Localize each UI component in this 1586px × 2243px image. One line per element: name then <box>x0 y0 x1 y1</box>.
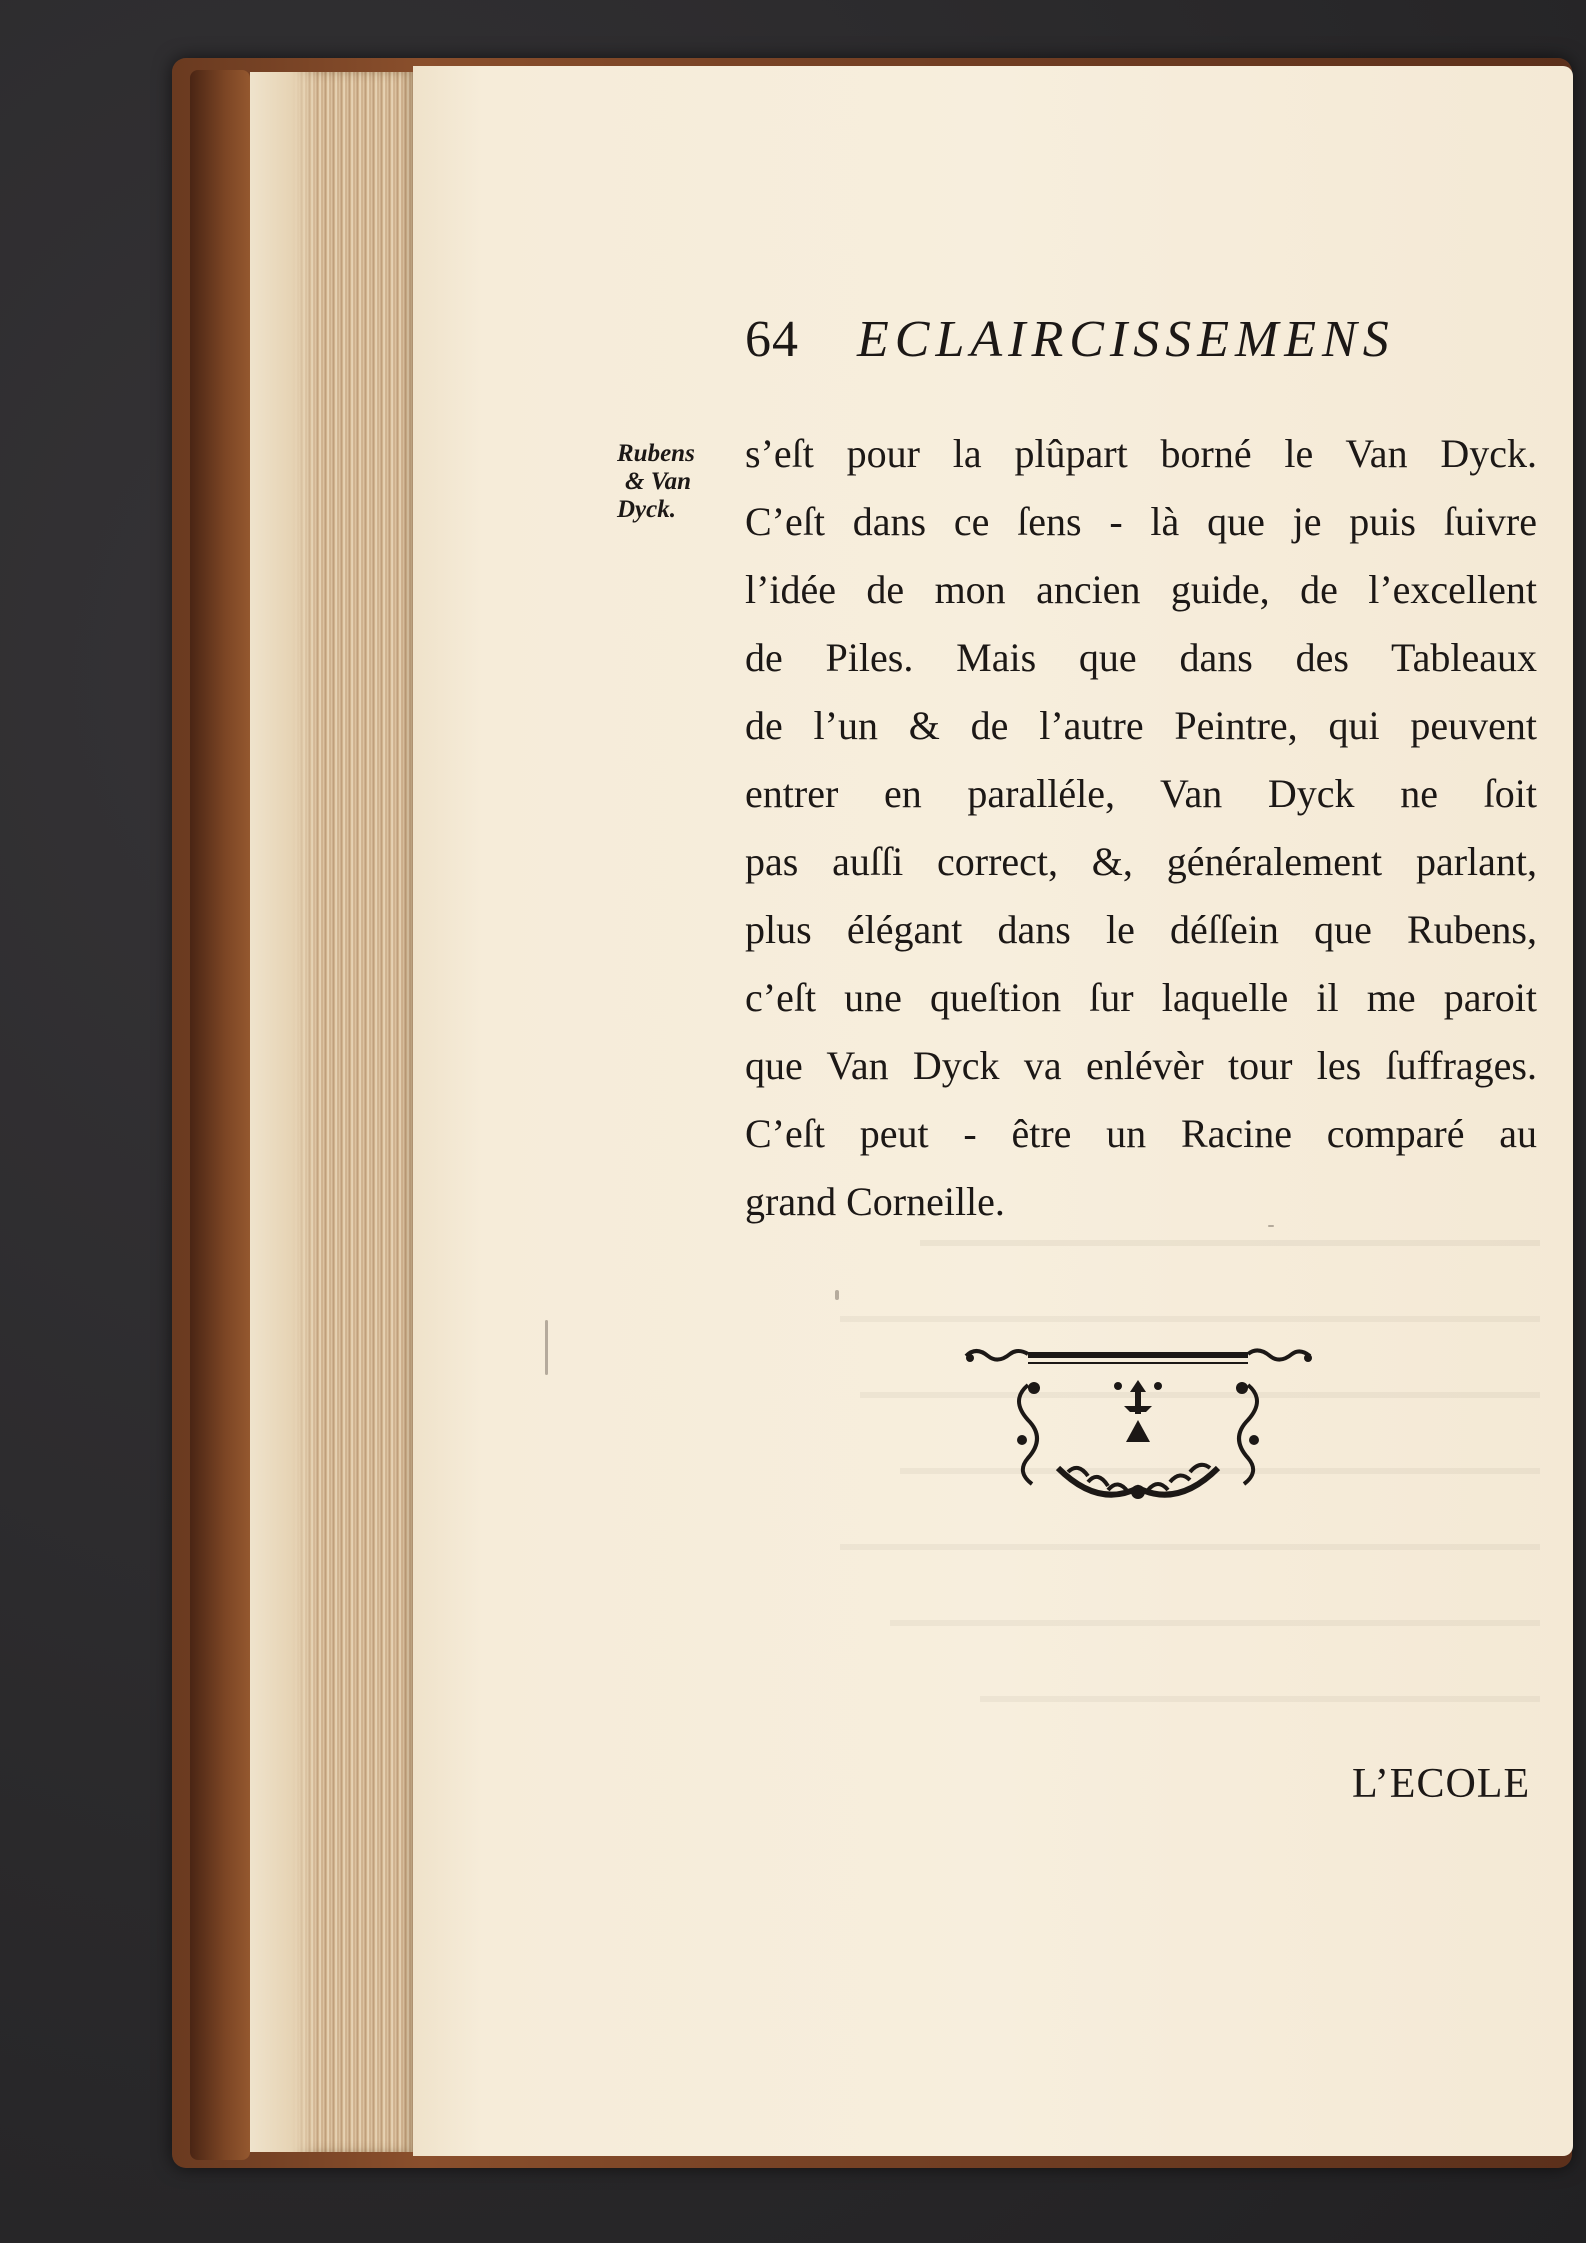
text-line: plus élégant dans le déſſein que Rubens, <box>745 907 1537 952</box>
paper-speck <box>1268 1225 1274 1227</box>
text-line: C’eſt peut - être un Racine comparé au <box>745 1111 1537 1156</box>
margin-note-line: Dyck. <box>617 496 676 523</box>
margin-note-line: & Van <box>625 468 692 495</box>
page-edges <box>250 72 415 2152</box>
tailpiece-ornament-icon <box>958 1340 1318 1510</box>
body-text <box>745 420 1537 1236</box>
text-line: l’idée de mon ancien guide, de l’excellent <box>745 567 1537 612</box>
cover-edge <box>190 70 250 2160</box>
text-line: pas auſſi correct, &, généralement parlant, <box>745 839 1537 884</box>
text-line: que Van Dyck va enlévèr tour les ſuffrages. <box>745 1043 1537 1088</box>
paper-speck <box>835 1290 839 1300</box>
text-line: de Piles. Mais que dans des Tableaux <box>745 635 1537 680</box>
text-line: s’eſt pour la plûpart borné le Van Dyck. <box>745 431 1537 476</box>
margin-note-line: Rubens <box>617 440 695 467</box>
text-line: grand Corneille. <box>745 1179 1005 1224</box>
paper-speck <box>545 1320 548 1375</box>
running-head <box>745 310 1535 390</box>
text-line: de l’un & de l’autre Peintre, qui peuvent <box>745 703 1537 748</box>
margin-note <box>617 440 737 524</box>
text-line: C’eſt dans ce ſens - là que je puis ſuivre <box>745 499 1537 544</box>
text-line: entrer en paralléle, Van Dyck ne ſoit <box>745 771 1537 816</box>
catchword: L’ECOLE <box>1352 1761 1531 1807</box>
running-title: ECLAIRCISSEMENS <box>857 311 1395 368</box>
text-line: c’eſt une queſtion ſur laquelle il me paroit <box>745 975 1537 1020</box>
page-number: 64 <box>745 311 799 368</box>
